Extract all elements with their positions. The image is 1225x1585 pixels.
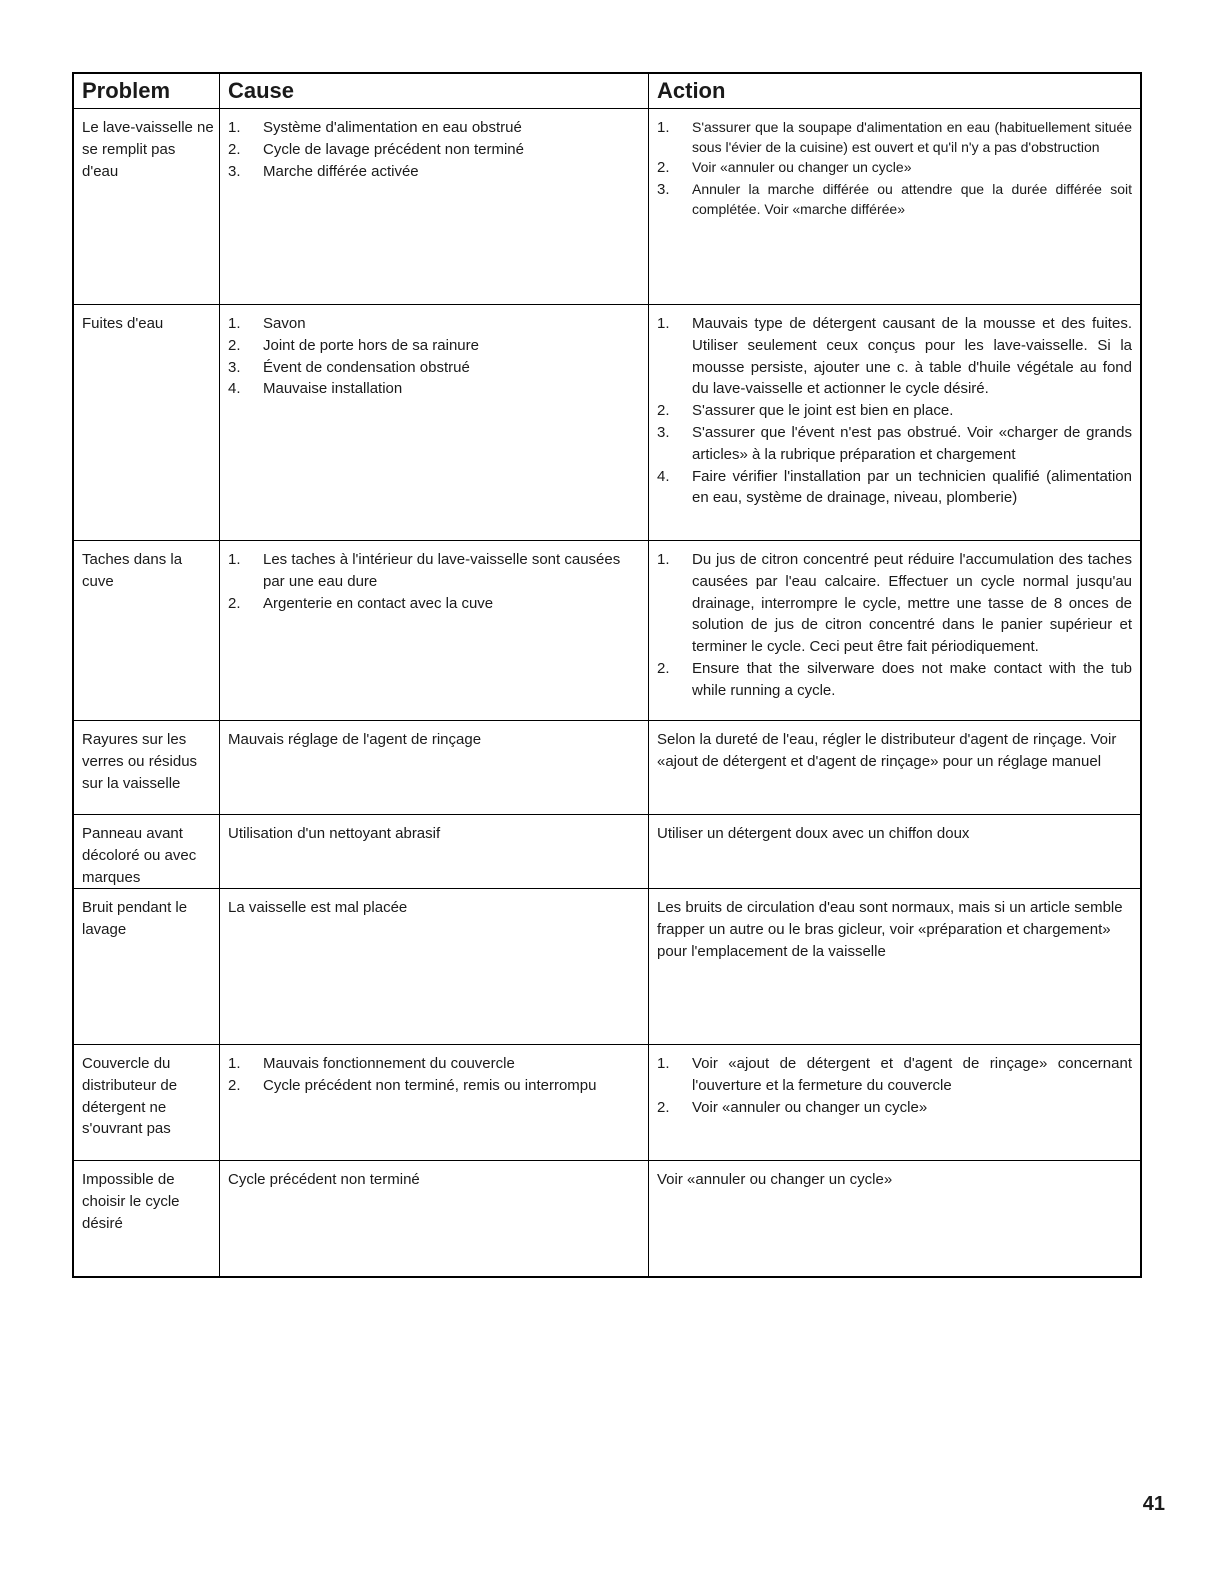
action-cell [649, 1045, 1140, 1160]
list-item: 1. Mauvais fonctionnement du couvercle [228, 1055, 515, 1072]
list-item: 1. Mauvais type de détergent causant de la mousse et des fuites. Utiliser seulement ceux conçus pour les lave-vaisselle. Si la mousse persiste, ajouter une c. à table d'huile végétale au fond du lave-vaisselle et actionner le cycle désiré. [657, 315, 1132, 398]
problem-cell: Panneau avant décoloré ou avec marques [74, 815, 220, 888]
table-row [74, 304, 1140, 540]
table-row [74, 108, 1140, 304]
action-cell: Les bruits de circulation d'eau sont normaux, mais si un article semble frapper un autre ou le bras gicleur, voir «préparation et chargement» pour l'emplacement de la vaisselle [657, 899, 1123, 960]
list-item: 2. Voir «annuler ou changer un cycle» [657, 159, 912, 176]
action-list [657, 1053, 1132, 1118]
problem-cell: Bruit pendant le lavage [74, 889, 220, 1044]
list-item: 2. Ensure that the silverware does not make contact with the tub while running a cycle. [657, 659, 1132, 699]
cause-cell: La vaisselle est mal placée [220, 889, 649, 1044]
action-cell: Utiliser un détergent doux avec un chiffon doux [657, 825, 970, 842]
problem-cell: Le lave-vaisselle ne se remplit pas d'eau [74, 109, 220, 304]
problem-cell: Rayures sur les verres ou résidus sur la vaisselle [74, 721, 220, 814]
list-item: 1. Système d'alimentation en eau obstrué [228, 119, 522, 136]
table-row [74, 888, 1140, 1044]
list-item: 4. Mauvaise installation [228, 380, 403, 398]
list-item: 3. S'assurer que l'évent n'est pas obstrué. Voir «charger de grands articles» à la rubrique préparation et chargement [657, 423, 1132, 463]
action-cell [649, 109, 1140, 304]
problem-cell: Fuites d'eau [74, 305, 220, 540]
list-item: 3. Annuler la marche différée ou attendre que la durée différée soit complétée. Voir «marche différée» [657, 180, 1132, 217]
cause-cell [220, 1045, 649, 1160]
cause-list [228, 313, 640, 400]
list-item: 4. Faire vérifier l'installation par un technicien qualifié (alimentation en eau, système de drainage, niveau, plomberie) [657, 467, 1132, 507]
cause-list [228, 117, 640, 182]
list-item: 3. Évent de condensation obstrué [228, 358, 470, 376]
cause-list [228, 549, 640, 614]
cause-cell: Mauvais réglage de l'agent de rinçage [220, 721, 649, 814]
table-row [74, 720, 1140, 814]
list-item: 2. Argenterie en contact avec la cuve [228, 594, 494, 612]
action-cell [649, 541, 1140, 720]
action-list [657, 549, 1132, 702]
troubleshooting-table [72, 72, 1142, 1278]
action-list [657, 313, 1132, 509]
cause-cell: Utilisation d'un nettoyant abrasif [220, 815, 649, 888]
action-cell [649, 305, 1140, 540]
list-item: 3. Marche différée activée [228, 162, 419, 180]
list-item: 2. Joint de porte hors de sa rainure [228, 336, 479, 354]
cause-cell: Cycle précédent non terminé [220, 1161, 649, 1276]
list-item: 2. Voir «annuler ou changer un cycle» [657, 1098, 928, 1116]
header-action: Action [657, 78, 726, 103]
list-item: 2. Cycle de lavage précédent non terminé [228, 140, 524, 158]
table-row [74, 814, 1140, 888]
cause-cell [220, 109, 649, 304]
list-item: 1. Voir «ajout de détergent et d'agent de rinçage» concernant l'ouverture et la fermeture du couvercle [657, 1055, 1132, 1094]
action-cell: Selon la dureté de l'eau, régler le distributeur d'agent de rinçage. Voir «ajout de détergent et d'agent de rinçage» pour un réglage manuel [657, 731, 1117, 770]
problem-cell: Impossible de choisir le cycle désiré [74, 1161, 220, 1276]
table-header-row [74, 74, 1140, 108]
header-problem: Problem [74, 74, 220, 108]
header-cause: Cause [220, 74, 649, 108]
list-item: 1. Du jus de citron concentré peut réduire l'accumulation des taches causées par l'eau calcaire. Effectuer un cycle normal jusqu'au drainage, interrompre le cycle, mettre une tasse de 8 onces de solution de jus de citron concentré dans le panier supérieur et terminer le cycle. Ceci peut être fait périodiquement. [657, 551, 1132, 656]
table-row [74, 1044, 1140, 1160]
action-cell: Voir «annuler ou changer un cycle» [657, 1171, 893, 1188]
page-number: 41 [1142, 1493, 1165, 1515]
table-row [74, 1160, 1140, 1276]
cause-list [228, 1053, 640, 1097]
table-row [74, 540, 1140, 720]
list-item: 2. S'assurer que le joint est bien en place. [657, 402, 954, 420]
list-item: 1. Les taches à l'intérieur du lave-vaisselle sont causées par une eau dure [228, 551, 621, 590]
list-item: 1. S'assurer que la soupape d'alimentation en eau (habituellement située sous l'évier de la cuisine) est ouvert et qu'il n'y a pas d'obstruction [657, 119, 1132, 155]
cause-cell [220, 305, 649, 540]
list-item: 2. Cycle précédent non terminé, remis ou interrompu [228, 1076, 597, 1094]
problem-cell: Taches dans la cuve [74, 541, 220, 720]
list-item: 1. Savon [228, 315, 306, 332]
action-list [657, 117, 1132, 219]
problem-cell: Couvercle du distributeur de détergent ne s'ouvrant pas [74, 1045, 220, 1160]
cause-cell [220, 541, 649, 720]
